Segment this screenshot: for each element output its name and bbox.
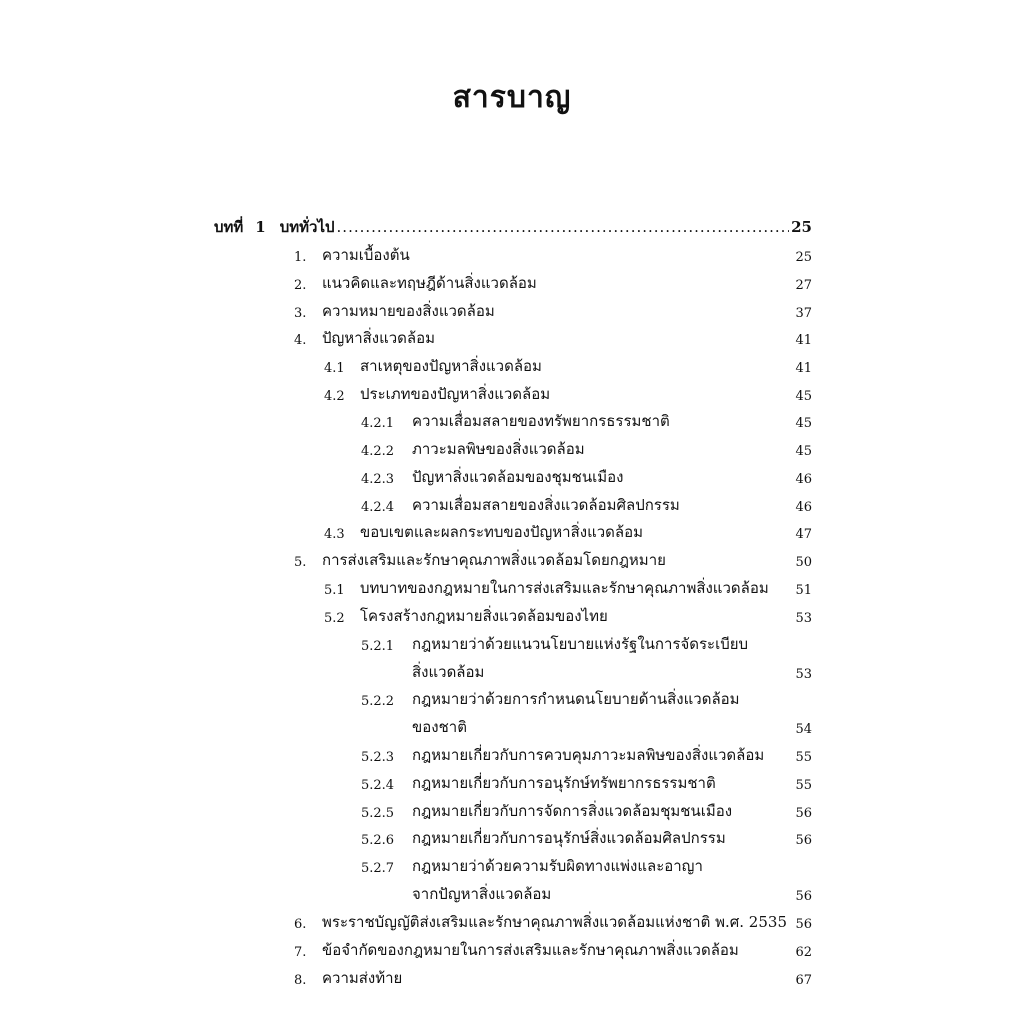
entry-number: 2.: [294, 278, 307, 293]
entry-page: 53: [795, 611, 812, 626]
entry-page: 46: [795, 472, 812, 487]
entry-title: ปัญหาสิ่งแวดล้อมของชุมชนเมือง: [412, 468, 624, 486]
entry-title: ความเบื้องต้น: [322, 246, 410, 264]
entry-number: 3.: [294, 306, 307, 321]
entry-title: ปัญหาสิ่งแวดล้อม: [322, 329, 436, 347]
entry-title: ความส่งท้าย: [322, 969, 403, 987]
entry-number: 4.2.3: [361, 472, 395, 487]
entry-page: 45: [795, 444, 812, 459]
entry-page: 56: [795, 806, 812, 821]
entry-number: 5.2.6: [361, 833, 395, 848]
entry-page: 62: [795, 945, 812, 960]
entry-number: 1.: [294, 250, 307, 265]
entry-page: 27: [795, 278, 812, 293]
entry-page: 56: [795, 917, 812, 932]
entry-title: ข้อจำกัดของกฎหมายในการส่งเสริมและรักษาคุณภาพสิ่งแวดล้อม: [322, 941, 739, 959]
entry-title: ขอบเขตและผลกระทบของปัญหาสิ่งแวดล้อม: [360, 523, 644, 541]
entry-title: กฎหมายว่าด้วยการกำหนดนโยบายด้านสิ่งแวดล้อม: [412, 690, 740, 708]
entry-page: 55: [795, 750, 812, 765]
entry-title: บทบาทของกฎหมายในการส่งเสริมและรักษาคุณภาพสิ่งแวดล้อม: [360, 579, 769, 597]
entry-title-continued: จากปัญหาสิ่งแวดล้อม: [412, 885, 552, 903]
entry-title: การส่งเสริมและรักษาคุณภาพสิ่งแวดล้อมโดยกฎหมาย: [322, 551, 666, 569]
entry-title: กฎหมายเกี่ยวกับการควบคุมภาวะมลพิษของสิ่งแวดล้อม: [412, 746, 765, 764]
entry-title: ความเสื่อมสลายของสิ่งแวดล้อมศิลปกรรม: [412, 496, 680, 514]
entry-title: กฎหมายว่าด้วยความรับผิดทางแพ่งและอาญา: [412, 857, 703, 875]
entry-number: 4.1: [324, 361, 345, 376]
page-title: สารบาญ: [452, 80, 572, 115]
chapter-entry[interactable]: [214, 217, 812, 237]
entry-title: กฎหมายเกี่ยวกับการจัดการสิ่งแวดล้อมชุมชนเมือง: [412, 802, 733, 820]
entry-number: 8.: [294, 973, 307, 988]
entry-page: 45: [795, 389, 812, 404]
chapter-title: บททั่วไป: [279, 218, 335, 236]
entry-number: 7.: [294, 945, 307, 960]
entry-title: ความหมายของสิ่งแวดล้อม: [322, 302, 495, 320]
entry-number: 5.: [294, 555, 307, 570]
entry-page: 53: [795, 667, 812, 682]
entry-page: 51: [795, 583, 812, 598]
entry-number: 5.2.5: [361, 806, 395, 821]
entry-title: พระราชบัญญัติส่งเสริมและรักษาคุณภาพสิ่งแวดล้อมแห่งชาติ พ.ศ. 2535: [322, 913, 787, 931]
entry-page: 37: [795, 306, 812, 321]
chapter-label: บทที่: [214, 218, 244, 236]
entry-title: ภาวะมลพิษของสิ่งแวดล้อม: [412, 440, 585, 458]
entry-number: 4.2.2: [361, 444, 395, 459]
entry-number: 5.2.1: [361, 639, 395, 654]
entry-number: 5.2.3: [361, 750, 395, 765]
entry-page: 25: [795, 250, 812, 265]
entry-number: 4.2.1: [361, 416, 395, 431]
entry-title: ประเภทของปัญหาสิ่งแวดล้อม: [360, 385, 551, 403]
entry-number: 4.2.4: [361, 500, 395, 515]
entry-page: 56: [795, 833, 812, 848]
entry-number: 4.2: [324, 389, 345, 404]
entry-page: 41: [795, 333, 812, 348]
entry-title-continued: สิ่งแวดล้อม: [412, 663, 485, 681]
entry-title: ความเสื่อมสลายของทรัพยากรธรรมชาติ: [412, 412, 670, 430]
entry-title: กฎหมายเกี่ยวกับการอนุรักษ์ทรัพยากรธรรมชาติ: [412, 774, 716, 792]
entry-title: กฎหมายเกี่ยวกับการอนุรักษ์สิ่งแวดล้อมศิลปกรรม: [412, 829, 726, 847]
chapter-number: 1: [255, 218, 266, 236]
entry-page: 50: [795, 555, 812, 570]
entry-number: 5.2: [324, 611, 345, 626]
entry-page: 55: [795, 778, 812, 793]
entry-number: 5.2.7: [361, 861, 395, 876]
entry-page: 46: [795, 500, 812, 515]
dot-leader: [337, 217, 790, 237]
entry-number: 5.1: [324, 583, 345, 598]
entry-number: 5.2.2: [361, 694, 395, 709]
entry-number: 4.3: [324, 527, 345, 542]
entry-title: โครงสร้างกฎหมายสิ่งแวดล้อมของไทย: [360, 607, 608, 625]
entry-number: 4.: [294, 333, 307, 348]
entry-title: แนวคิดและทฤษฎีด้านสิ่งแวดล้อม: [322, 274, 537, 292]
entry-page: 56: [795, 889, 812, 904]
entry-title: สาเหตุของปัญหาสิ่งแวดล้อม: [360, 357, 542, 375]
entry-title-continued: ของชาติ: [412, 718, 467, 736]
entry-title: กฎหมายว่าด้วยแนวนโยบายแห่งรัฐในการจัดระเบียบ: [412, 635, 749, 653]
chapter-page: 25: [791, 218, 812, 236]
entry-page: 67: [795, 973, 812, 988]
entry-page: 47: [795, 527, 812, 542]
entry-number: 5.2.4: [361, 778, 395, 793]
entry-page: 41: [795, 361, 812, 376]
entry-page: 54: [795, 722, 812, 737]
entry-page: 45: [795, 416, 812, 431]
entry-number: 6.: [294, 917, 307, 932]
